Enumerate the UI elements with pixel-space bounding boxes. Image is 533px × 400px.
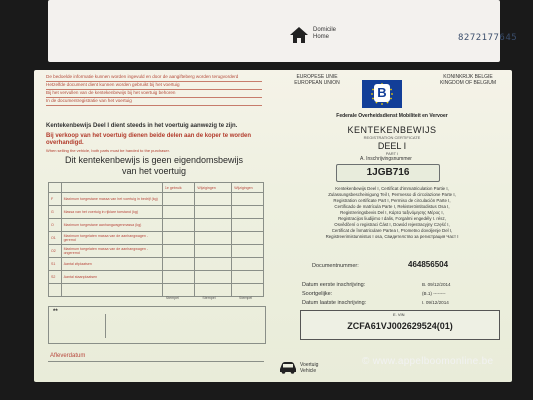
last-registration-value: I. 09/12/2014 [422, 300, 449, 305]
table-row: O2 Maximum toegelaten massa van de aanhangwagen - ongeremd [49, 245, 264, 258]
note-line: Bij het vervullen van de kentekenbewijs bij het voertuig behoren [46, 90, 176, 95]
document-title: KENTEKENBEWIJS [347, 125, 437, 135]
table-row: O1 Maximum toegelaten massa van de aanhangwagen - geremd [49, 232, 264, 245]
domicile-label: Domicile Home [313, 27, 337, 40]
home-icon [288, 24, 310, 46]
right-panel [272, 70, 512, 382]
sale-warning-en: When selling the vehicle, both parts must be handed to the purchaser. [46, 148, 170, 153]
vin-label: E. VIN [393, 312, 405, 317]
left-panel [34, 70, 270, 382]
delivery-date-label: Afleverdatum [50, 353, 86, 359]
registration-plate: 1JGB716 [336, 164, 440, 182]
vehicle-label: Voertuig Vehicle [300, 362, 319, 374]
table-header-row: 1e gebruik Wijzigingen Wijzigingen [49, 183, 264, 193]
document-number: 464856504 [408, 260, 449, 269]
table-row: S1 Aantal zitplaatsen [49, 258, 264, 271]
table-row: O Maximum toegestane aanhangwagenmassa (kg) [49, 219, 264, 232]
document-number-label: Documentnummer: [312, 263, 359, 269]
document-part: DEEL I [377, 141, 407, 151]
note-line: In de documentregistratie van het voertuig [46, 98, 132, 103]
table-row [49, 284, 264, 297]
not-ownership-notice: Dit kentekenbewijs is geen eigendomsbewijs van het voertuig [64, 155, 244, 176]
vin-box [300, 310, 500, 340]
table-row: G Massa van het voertuig in rijklare toestand (kg) [49, 206, 264, 219]
note-line: Hetzelfde document dient kunnen worden gebruikt bij het voertuig [46, 82, 180, 87]
copyright-watermark: © www.appelboomonline.be [362, 356, 494, 367]
similar-value: (B.1) -------- [422, 291, 446, 296]
notes-block [46, 74, 262, 106]
domicile-card [48, 0, 518, 62]
divider [48, 361, 264, 362]
similar-label: Soortgelijke: [302, 291, 333, 297]
federal-authority: Federale Overheidsdienst Mobiliteit en Vervoer [336, 113, 448, 119]
remarks-marker: ** [53, 309, 58, 315]
note-line: De bedoelde informatie kunnen worden ingevuld en door de aangifteberg worden terugvorderd [46, 74, 239, 79]
first-registration-label: Datum eerste inschrijving: [302, 282, 366, 288]
car-icon [278, 360, 298, 374]
table-row: S2 Aantal staanplaatsen [49, 271, 264, 284]
multilingual-title-block: Kentekenbewijs Deel I, Certificat d'immatriculation Partie I, Zulassungsbescheinigung Teil I, Permesso di circolazione Parte I, Registration certificate Part I, Permiso de circulación Parte I, Certificado de matrícula Parte I, Rekisteröintitodistus Osa I, Registreringsbevis Del I, Κάρτα ταξινόμησης Μέρος I, Registracijos liudijimo I dalis, Forgalmi engedély I. rész, Osvědčení o registraci Část I, Dowód rejestracyjny Część I, Certificat de înmatriculare Partea I, Prometno dovoljenje Del I, Registreerimistunnistus I osa, Свидетелство за регистрация Част I [325, 186, 459, 239]
stamp-label: Stempel [202, 296, 216, 300]
domicile-document-number: 8272177645 [458, 33, 518, 43]
remarks-box [48, 306, 266, 344]
stamp-row [154, 296, 264, 304]
plate-label: A. Inschrijvingsnummer [360, 156, 412, 162]
document-part-en: PART I [385, 151, 399, 156]
last-registration-label: Datum laatste inschrijving: [302, 300, 367, 306]
mass-table [48, 182, 264, 297]
eu-flag-icon [362, 80, 402, 108]
country-letter: B [374, 84, 390, 102]
table-row: F Maximum toegestane massa van het voertuig in bedrijf (kg) [49, 193, 264, 206]
stamp-label: Stempel [165, 296, 179, 300]
registration-certificate [34, 70, 512, 382]
remarks-inner [105, 314, 256, 338]
kenteken-deel-note: Kentekenbewijs Deel I dient steeds in het voertuig aanwezig te zijn. [46, 123, 238, 129]
sale-warning: Bij verkoop van het voertuig dienen beide delen aan de koper te worden overhandigd. [46, 133, 252, 146]
document-subtitle: REGISTRATION CERTIFICATE [363, 135, 421, 140]
eu-label: EUROPESE UNIE EUROPEAN UNION [294, 74, 340, 86]
vin-number: ZCFA61VJ002629524(01) [347, 321, 453, 331]
belgium-label: KONINKRIJK BELGIE KINGDOM OF BELGIUM [439, 74, 497, 86]
first-registration-value: B. 09/12/2014 [422, 282, 451, 287]
stamp-label: Stempel [239, 296, 253, 300]
